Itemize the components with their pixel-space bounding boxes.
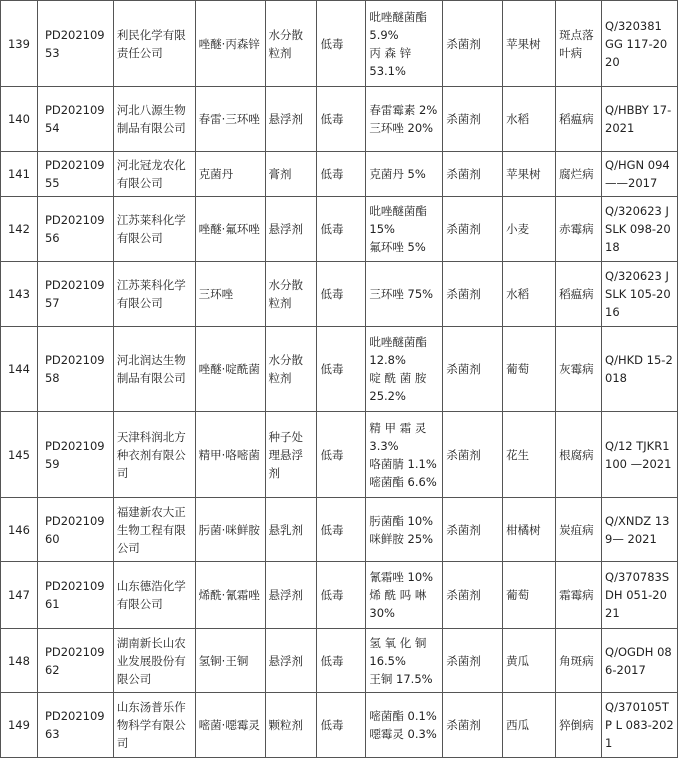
active-ingredients-cell: 氢 氧 化 铜 16.5% 王铜 17.5% (366, 629, 443, 693)
table-row (1, 498, 678, 562)
crop-cell: 苹果树 (503, 152, 556, 197)
disease-cell: 根腐病 (556, 412, 602, 498)
pesticide-type-cell: 杀菌剂 (443, 498, 503, 562)
registration-number-cell: PD20210956 (37, 197, 113, 262)
product-name-cell: 三环唑 (195, 262, 265, 327)
product-name-cell: 肟菌·咪鲜胺 (195, 498, 265, 562)
toxicity-cell: 低毒 (317, 262, 366, 327)
toxicity-cell: 低毒 (317, 327, 366, 412)
toxicity-cell: 低毒 (317, 197, 366, 262)
registration-number-cell: PD20210961 (37, 562, 113, 629)
pesticide-type-cell: 杀菌剂 (443, 197, 503, 262)
company-name-cell: 河北润达生物制品有限公司 (113, 327, 195, 412)
crop-cell: 黄瓜 (503, 629, 556, 693)
table-row (1, 262, 678, 327)
formulation-cell: 水分散粒剂 (265, 1, 317, 87)
product-name-cell: 氢铜·王铜 (195, 629, 265, 693)
row-number-cell: 147 (1, 562, 38, 629)
disease-cell: 霜霉病 (556, 562, 602, 629)
row-number-cell: 141 (1, 152, 38, 197)
product-name-cell: 春雷·三环唑 (195, 87, 265, 152)
disease-cell: 稻瘟病 (556, 87, 602, 152)
standard-code-cell: Q/XNDZ 139— 2021 (602, 498, 678, 562)
crop-cell: 花生 (503, 412, 556, 498)
company-name-cell: 湖南新长山农业发展股份有限公司 (113, 629, 195, 693)
standard-code-cell: Q/320381 GG 117-2020 (602, 1, 678, 87)
pesticide-type-cell: 杀菌剂 (443, 1, 503, 87)
disease-cell: 灰霉病 (556, 327, 602, 412)
formulation-cell: 悬浮剂 (265, 629, 317, 693)
pesticide-type-cell: 杀菌剂 (443, 87, 503, 152)
crop-cell: 柑橘树 (503, 498, 556, 562)
standard-code-cell: Q/320623 JSLK 098-2018 (602, 197, 678, 262)
product-name-cell: 唑醚·啶酰菌 (195, 327, 265, 412)
company-name-cell: 河北八源生物制品有限公司 (113, 87, 195, 152)
company-name-cell: 山东汤普乐作物科学有限公司 (113, 693, 195, 758)
registration-number-cell: PD20210959 (37, 412, 113, 498)
toxicity-cell: 低毒 (317, 693, 366, 758)
crop-cell: 水稻 (503, 87, 556, 152)
table-row (1, 1, 678, 87)
registration-number-cell: PD20210954 (37, 87, 113, 152)
disease-cell: 角斑病 (556, 629, 602, 693)
product-name-cell: 嘧菌·噁霉灵 (195, 693, 265, 758)
disease-cell: 斑点落叶病 (556, 1, 602, 87)
formulation-cell: 悬浮剂 (265, 197, 317, 262)
product-name-cell: 精甲·咯嘧菌 (195, 412, 265, 498)
registration-number-cell: PD20210957 (37, 262, 113, 327)
standard-code-cell: Q/370783S DH 051-2021 (602, 562, 678, 629)
table-row (1, 152, 678, 197)
toxicity-cell: 低毒 (317, 87, 366, 152)
active-ingredients-cell: 嘧菌酯 0.1% 噁霉灵 0.3% (366, 693, 443, 758)
table-row (1, 562, 678, 629)
formulation-cell: 水分散粒剂 (265, 327, 317, 412)
standard-code-cell: Q/HKD 15-2018 (602, 327, 678, 412)
active-ingredients-cell: 三环唑 75% (366, 262, 443, 327)
formulation-cell: 悬乳剂 (265, 498, 317, 562)
table-row (1, 693, 678, 758)
registration-number-cell: PD20210962 (37, 629, 113, 693)
registration-number-cell: PD20210953 (37, 1, 113, 87)
toxicity-cell: 低毒 (317, 152, 366, 197)
formulation-cell: 种子处理悬浮剂 (265, 412, 317, 498)
product-name-cell: 克菌丹 (195, 152, 265, 197)
company-name-cell: 利民化学有限责任公司 (113, 1, 195, 87)
active-ingredients-cell: 肟菌酯 10% 咪鲜胺 25% (366, 498, 443, 562)
active-ingredients-cell: 吡唑醚菌酯 12.8% 啶 酰 菌 胺 25.2% (366, 327, 443, 412)
table-row (1, 629, 678, 693)
standard-code-cell: Q/HGN 094 ——2017 (602, 152, 678, 197)
row-number-cell: 149 (1, 693, 38, 758)
crop-cell: 水稻 (503, 262, 556, 327)
row-number-cell: 139 (1, 1, 38, 87)
crop-cell: 苹果树 (503, 1, 556, 87)
row-number-cell: 146 (1, 498, 38, 562)
product-name-cell: 唑醚·丙森锌 (195, 1, 265, 87)
row-number-cell: 148 (1, 629, 38, 693)
standard-code-cell: Q/HBBY 17-2021 (602, 87, 678, 152)
standard-code-cell: Q/12 TJKR1100 —2021 (602, 412, 678, 498)
row-number-cell: 144 (1, 327, 38, 412)
row-number-cell: 145 (1, 412, 38, 498)
active-ingredients-cell: 克菌丹 5% (366, 152, 443, 197)
company-name-cell: 江苏莱科化学有限公司 (113, 262, 195, 327)
pesticide-type-cell: 杀菌剂 (443, 629, 503, 693)
row-number-cell: 140 (1, 87, 38, 152)
formulation-cell: 颗粒剂 (265, 693, 317, 758)
crop-cell: 葡萄 (503, 562, 556, 629)
registration-number-cell: PD20210955 (37, 152, 113, 197)
toxicity-cell: 低毒 (317, 1, 366, 87)
standard-code-cell: Q/OGDH 086-2017 (602, 629, 678, 693)
registration-number-cell: PD20210963 (37, 693, 113, 758)
toxicity-cell: 低毒 (317, 629, 366, 693)
company-name-cell: 福建新农大正生物工程有限公司 (113, 498, 195, 562)
registration-number-cell: PD20210960 (37, 498, 113, 562)
formulation-cell: 膏剂 (265, 152, 317, 197)
formulation-cell: 悬浮剂 (265, 562, 317, 629)
crop-cell: 小麦 (503, 197, 556, 262)
disease-cell: 炭疽病 (556, 498, 602, 562)
active-ingredients-cell: 精 甲 霜 灵 3.3% 咯菌腈 1.1% 嘧菌酯 6.6% (366, 412, 443, 498)
pesticide-type-cell: 杀菌剂 (443, 262, 503, 327)
company-name-cell: 江苏莱科化学有限公司 (113, 197, 195, 262)
toxicity-cell: 低毒 (317, 562, 366, 629)
pesticide-type-cell: 杀菌剂 (443, 327, 503, 412)
table-row (1, 412, 678, 498)
table-row (1, 87, 678, 152)
product-name-cell: 烯酰·氰霜唑 (195, 562, 265, 629)
pesticide-type-cell: 杀菌剂 (443, 562, 503, 629)
table-row (1, 197, 678, 262)
registration-number-cell: PD20210958 (37, 327, 113, 412)
standard-code-cell: Q/370105TP L 083-2021 (602, 693, 678, 758)
formulation-cell: 水分散粒剂 (265, 262, 317, 327)
company-name-cell: 天津科润北方种衣剂有限公司 (113, 412, 195, 498)
disease-cell: 猝倒病 (556, 693, 602, 758)
formulation-cell: 悬浮剂 (265, 87, 317, 152)
active-ingredients-cell: 吡唑醚菌酯 5.9% 丙 森 锌 53.1% (366, 1, 443, 87)
row-number-cell: 143 (1, 262, 38, 327)
active-ingredients-cell: 氰霜唑 10% 烯 酰 吗 啉 30% (366, 562, 443, 629)
crop-cell: 葡萄 (503, 327, 556, 412)
pesticide-type-cell: 杀菌剂 (443, 693, 503, 758)
row-number-cell: 142 (1, 197, 38, 262)
crop-cell: 西瓜 (503, 693, 556, 758)
table-row (1, 327, 678, 412)
product-name-cell: 唑醚·氟环唑 (195, 197, 265, 262)
active-ingredients-cell: 春雷霉素 2% 三环唑 20% (366, 87, 443, 152)
disease-cell: 腐烂病 (556, 152, 602, 197)
active-ingredients-cell: 吡唑醚菌酯 15% 氟环唑 5% (366, 197, 443, 262)
disease-cell: 赤霉病 (556, 197, 602, 262)
disease-cell: 稻瘟病 (556, 262, 602, 327)
pesticide-type-cell: 杀菌剂 (443, 412, 503, 498)
toxicity-cell: 低毒 (317, 498, 366, 562)
company-name-cell: 山东德浩化学有限公司 (113, 562, 195, 629)
standard-code-cell: Q/320623 JSLK 105-2016 (602, 262, 678, 327)
pesticide-type-cell: 杀菌剂 (443, 152, 503, 197)
company-name-cell: 河北冠龙农化有限公司 (113, 152, 195, 197)
toxicity-cell: 低毒 (317, 412, 366, 498)
